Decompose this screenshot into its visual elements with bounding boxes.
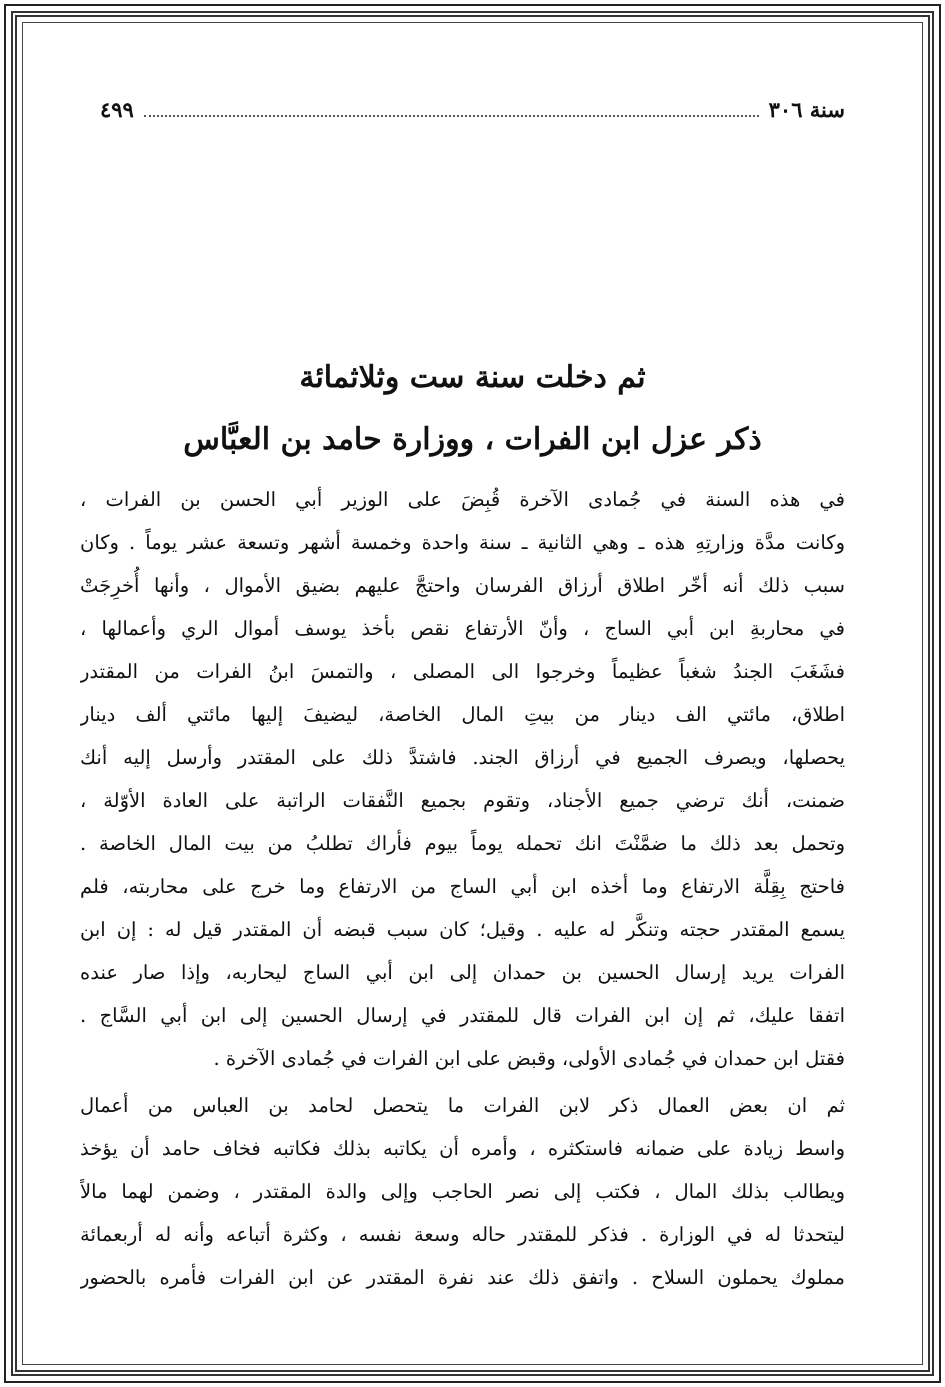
text-line: مملوك يحملون السلاح . واتفق ذلك عند نفرة المقتدر عن ابن الفرات فأمره بالحضور xyxy=(80,1266,845,1289)
text-line: اتفقا عليك، ثم إن ابن الفرات قال للمقتدر في إرسال الحسين إلى ابن أبي السَّاج . xyxy=(80,1004,845,1027)
chapter-title: ثم دخلت سنة ست وثلاثمائة xyxy=(299,360,646,395)
paragraph-2 xyxy=(80,1084,845,1299)
text-line: الفرات يريد إرسال الحسين بن حمدان إلى ابن أبي الساج ليحاربه، وإذا صار عنده xyxy=(80,961,845,984)
text-line: ويطالب بذلك المال ، فكتب إلى نصر الحاجب وإلى والدة المقتدر ، وضمن لهما مالاً xyxy=(80,1180,845,1203)
text-line: ليتحدثا له في الوزارة . فذكر للمقتدر حاله وسعة نفسه ، وكثرة أتباعه وأنه له أربعمائة xyxy=(80,1223,845,1246)
text-line: فشَغَبَ الجندُ شغباً عظيماً وخرجوا الى المصلى ، والتمسَ ابنُ الفرات من المقتدر xyxy=(80,660,845,683)
text-line: اطلاق، مائتي الف دينار من بيتِ المال الخاصة، ليضيفَ إليها مائتي ألف دينار xyxy=(80,703,845,726)
text-line: يسمع المقتدر حجته وتنكَّر له عليه . وقيل؛ كان سبب قبضه أن المقتدر قيل له : إن ابن xyxy=(80,918,845,941)
text-line: سبب ذلك أنه أخّر اطلاق أرزاق الفرسان واحتجَّ عليهم بضيق الأموال ، وأنها أُخرِجَتْ xyxy=(80,574,845,597)
text-line: وتحمل بعد ذلك ما ضمَّنْتَ انك تحمله يوماً بيوم فأراك تطلبُ من بيت المال الخاصة . xyxy=(80,832,845,855)
text-line: واسط زيادة على ضمانه فاستكثره ، وأمره أن يكاتبه بذلك فكاتبه فخاف حامد أن يؤخذ xyxy=(80,1137,845,1160)
text-line: ضمنت، أنك ترضي جميع الأجناد، وتقوم بجميع النَّفقات الراتبة على العادة الأوّلة ، xyxy=(80,789,845,812)
text-line: في محاربةِ ابن أبي الساج ، وأنّ الأرتفاع نقص بأخذ يوسف أموال الري وأعمالها ، xyxy=(80,617,845,640)
text-line: فقتل ابن حمدان في جُمادى الأولى، وقبض على ابن الفرات في جُمادى الآخرة . xyxy=(213,1047,845,1070)
section-subtitle: ذكر عزل ابن الفرات ، ووزارة حامد بن العبَّاس xyxy=(183,422,762,457)
text-line: وكانت مدَّة وزارتِهِ هذه ـ وهي الثانية ـ سنة واحدة وخمسة أشهر وتسعة عشر يوماً . وكان xyxy=(80,531,845,554)
text-line: في هذه السنة في جُمادى الآخرة قُبِضَ على الوزير أبي الحسن بن الفرات ، xyxy=(80,488,845,511)
text-line: يحصلها، ويصرف الجميع في أرزاق الجند. فاشتدَّ ذلك على المقتدر وأرسل إليه أنك xyxy=(80,746,845,769)
header-year: سنة ٣٠٦ xyxy=(768,96,845,122)
page-number: ٤٩٩ xyxy=(100,96,134,122)
header-dot-leader xyxy=(144,101,759,117)
paragraph-1 xyxy=(80,478,845,1080)
running-header xyxy=(100,92,845,126)
text-line: ثم ان بعض العمال ذكر لابن الفرات ما يتحصل لحامد بن العباس من أعمال xyxy=(80,1094,845,1117)
text-line: فاحتج بِقِلَّة الارتفاع وما أخذه ابن أبي الساج من الارتفاع وما خرج على محاربته، فلم xyxy=(80,875,845,898)
